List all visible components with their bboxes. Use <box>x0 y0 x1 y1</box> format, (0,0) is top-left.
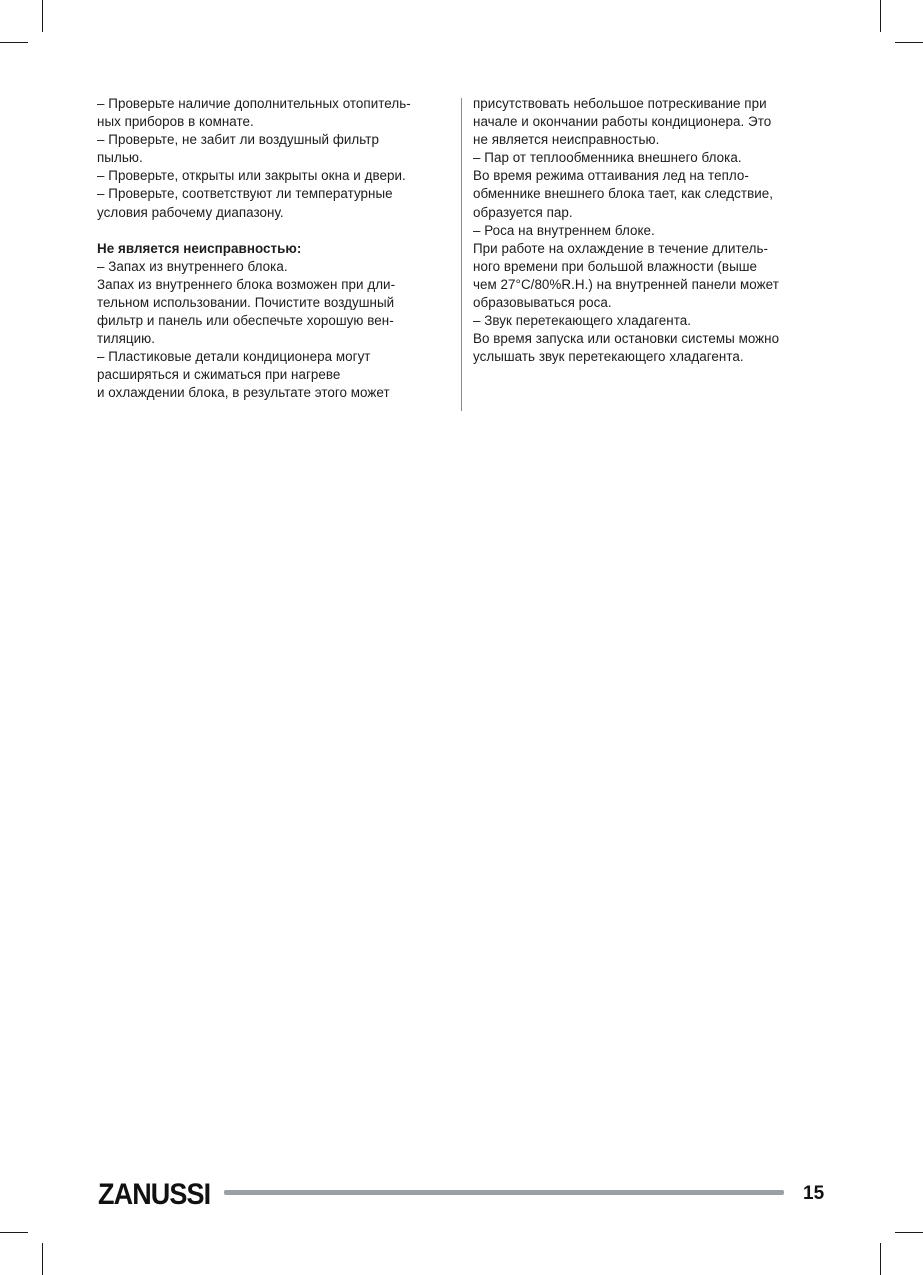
paragraph-gap <box>97 222 442 240</box>
text-line: и охлаждении блока, в результате этого может <box>97 385 390 401</box>
text-line: образуется пар. <box>473 204 573 220</box>
text-line: тельном использовании. Почистите воздушный <box>97 294 395 310</box>
section-heading: Не является неисправностью: <box>97 240 302 256</box>
text-line: условия рабочему диапазону. <box>97 204 284 220</box>
column-divider <box>461 98 462 411</box>
text-line: ных приборов в комнате. <box>97 114 254 130</box>
crop-mark <box>895 42 923 43</box>
text-line: чем 27°C/80%R.H.) на внутренней панели может <box>473 276 779 292</box>
text-line: Запах из внутреннего блока возможен при дли- <box>97 276 396 292</box>
zanussi-logo: ZANUSSI <box>98 1178 211 1211</box>
crop-mark <box>0 1232 28 1233</box>
crop-mark <box>880 1243 881 1275</box>
page-number: 15 <box>803 1183 825 1204</box>
text-line: образовываться роса. <box>473 295 612 311</box>
text-line: фильтр и панель или обеспечьте хорошую вен- <box>97 313 394 329</box>
right-column <box>473 95 823 366</box>
text-line: пылью. <box>97 150 143 166</box>
text-line: – Проверьте, открыты или закрыты окна и двери. <box>97 168 406 184</box>
text-line: – Проверьте, соответствуют ли температурные <box>97 186 393 202</box>
text-line: тиляцию. <box>97 331 155 347</box>
text-line: не является неисправностью. <box>473 132 660 148</box>
text-line: обменнике внешнего блока тает, как следствие, <box>473 186 774 202</box>
text-line: – Запах из внутреннего блока. <box>97 258 288 274</box>
text-line: Во время запуска или остановки системы можно <box>473 331 780 347</box>
text-line: – Проверьте наличие дополнительных отопитель- <box>97 96 411 111</box>
text-line: Во время режима оттаивания лед на тепло- <box>473 168 749 184</box>
text-line: При работе на охлаждение в течение длитель- <box>473 240 768 256</box>
text-line: начале и окончании работы кондиционера. Это <box>473 114 772 130</box>
text-line: – Проверьте, не забит ли воздушный фильтр <box>97 132 379 148</box>
footer-rule <box>224 1190 784 1195</box>
text-line: – Пластиковые детали кондиционера могут <box>97 349 371 365</box>
text-line: – Роса на внутреннем блоке. <box>473 222 655 238</box>
crop-mark <box>895 1232 923 1233</box>
text-line: – Звук перетекающего хладагента. <box>473 313 692 329</box>
text-line: расширяться и сжиматься при нагреве <box>97 367 341 383</box>
left-column <box>97 95 442 403</box>
text-line: присутствовать небольшое потрескивание при <box>473 96 767 111</box>
text-line: услышать звук перетекающего хладагента. <box>473 349 744 365</box>
crop-mark <box>0 42 28 43</box>
text-line: ного времени при большой влажности (выше <box>473 258 758 274</box>
crop-mark <box>42 0 43 32</box>
crop-mark <box>42 1243 43 1275</box>
crop-mark <box>880 0 881 32</box>
text-line: – Пар от теплообменника внешнего блока. <box>473 150 742 166</box>
